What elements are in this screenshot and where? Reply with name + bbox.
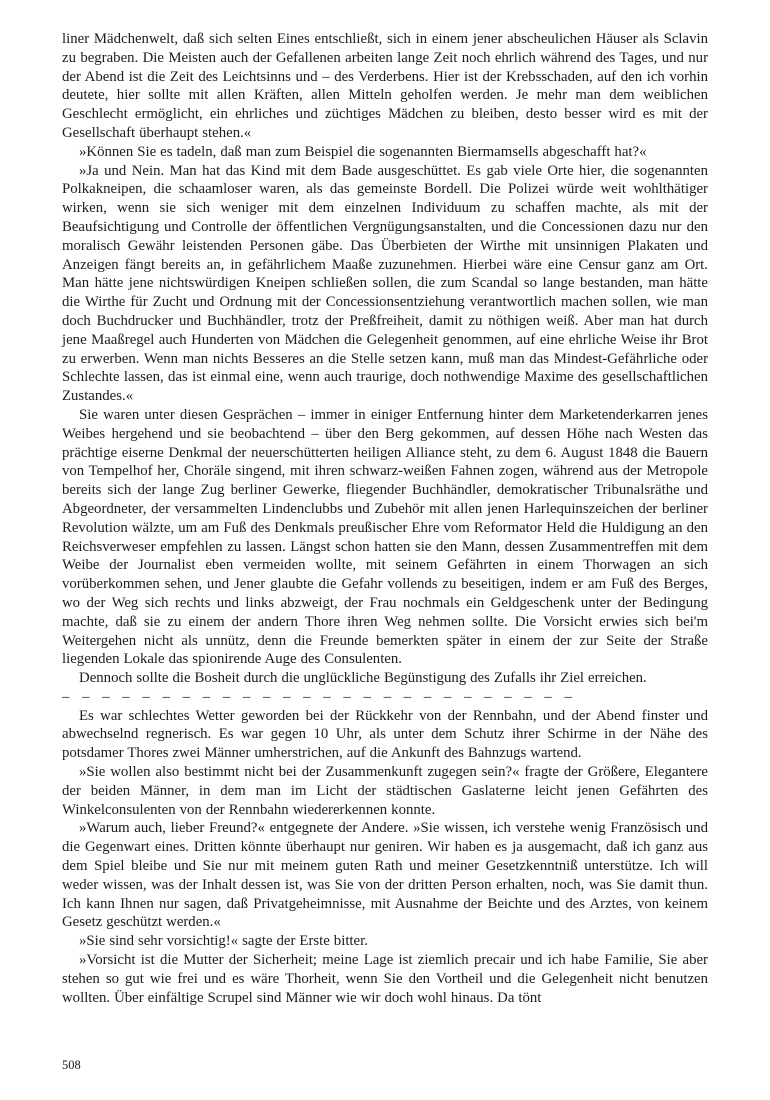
page-footer [62,1056,81,1074]
paragraph: Dennoch sollte die Bosheit durch die unglückliche Begünstigung des Zufalls ihr Ziel erreichen. [79,670,647,687]
paragraph: liner Mädchenwelt, daß sich selten Eines entschließt, sich in einem jener abscheulichen Häuser als Sclavin zu begraben. Die Meisten auch der Gefallenen arbeiten lange Zeit noch ehrlich während des Tages, und nur der Abend ist die Zeit des Leichtsinns und – des Verderbens. Hier ist der Krebsschaden, auf den ich vorhin deutete, hier sollte mit allen Kräften, allen Mitteln geholfen werden. Je mehr man dem weiblichen Geschlecht ermöglicht, ein ehrliches und züchtiges Mädchen zu bleiben, desto besser wird es mit der Gesellschaft überhaupt stehen.« [62,31,708,141]
paragraph: »Können Sie es tadeln, daß man zum Beispiel die sogenannten Biermamsells abgeschafft hat?« [79,143,647,160]
paragraph: »Sie wollen also bestimmt nicht bei der Zusammenkunft zugegen sein?« fragte der Größere, Elegantere der beiden Männer, in dem man im Licht der städtischen Gaslaterne leicht jenen Gefährten des Winkelconsulenten von der Rennbahn wiedererkennen konnte. [62,764,708,818]
paragraph: »Warum auch, lieber Freund?« entgegnete der Andere. »Sie wissen, ich verstehe wenig Französisch und die Gegenwart eines. Dritten könnte überhaupt nur geniren. Wir haben es ja ausgemacht, daß ich ganz aus dem Spiel bleibe und Sie nur mit meinem guten Rath und meiner Gesetzkenntniß unterstütze. Ich will weder wissen, was der Inhalt dessen ist, was Sie von der dritten Person erhalten, noch, was Sie damit thun. Ich kann Ihnen nur sagen, daß Privatgeheimnisse, mit Ausnahme der Beichte und des Arztes, von keinem Gesetz geschützt werden.« [62,820,708,931]
text-block [62,30,708,1007]
section-separator: – – – – – – – – – – – – – – – – – – – – – – – – – – [62,688,573,705]
paragraph: »Sie sind sehr vorsichtig!« sagte der Erste bitter. [79,933,368,950]
paragraph: Es war schlechtes Wetter geworden bei der Rückkehr von der Rennbahn, und der Abend finster und abwechselnd regnerisch. Es war gegen 10 Uhr, als unter dem Schutz ihrer Schirme in der Nähe des potsdamer Thores zwei Männer umherstrichen, auf die Ankunft des Bahnzugs wartend. [62,707,708,762]
paragraph: »Ja und Nein. Man hat das Kind mit dem Bade ausgeschüttet. Es gab viele Orte hier, die sogenannten Polkakneipen, die schaamloser waren, als das gemeinste Bordell. Die Polizei würde weit wohlthätiger wirken, wenn sie sich weniger mit dem einzelnen Individuum zu schaffen machte, als mit der Beaufsichtigung und Controlle der öffentlichen Vergnügungsanstalten, und die Concessionen dazu nur den moralisch Gewähr leistenden Personen gäbe. Das Überbieten der Wirthe mit unsinnigen Plakaten und Anzeigen fängt bereits an, in gefährlichem Maaße zuzunehmen. Hierbei wäre eine Censur ganz am Ort. Man hätte jene nichtswürdigen Kneipen schließen sollen, die zum Scandal so lange bestanden, man hätte die Wirthe für Zucht und Ordnung mit der Concessionsentziehung verantwortlich machen sollen, wie man doch Buchdrucker und Buchhändler, trotz der Preßfreiheit, damit zu nöthigen weiß. Aber man hat durch jene Maaßregel auch Hunderten von Mädchen die Gelegenheit genommen, auf eine ehrliche Weise ihr Brot zu erwerben. Wenn man nichts Besseres an die Stelle setzen kann, muß man das Mindest-Gefährliche oder Schlechte lassen, das ist einmal eine, wenn auch traurige, doch nothwendige Maxime des gesellschaftlichen Zustandes.« [62,162,708,405]
paragraph: »Vorsicht ist die Mutter der Sicherheit; meine Lage ist ziemlich precair und ich habe Familie, Sie aber stehen so gut wie frei und es wäre Thorheit, wenn Sie den Vortheil und die Gelegenheit nicht benutzen wollten. Über einfältige Scrupel sind Männer wie wir doch wohl hinaus. Da tönt [62,952,708,1006]
paragraph: Sie waren unter diesen Gesprächen – immer in einiger Entfernung hinter dem Marketenderkarren jenes Weibes hergehend und sie beobachtend – über den Berg gekommen, auf dessen Höhe nach Westen das prächtige eiserne Denkmal der neuerschütterten heiligen Alliance steht, zu dem 6. August 1848 die Bauern von Tempelhof her, Choräle singend, mit ihren schwarz-weißen Fahnen zogen, während aus der Metropole bereits sich der lange Zug berliner Gewerke, fliegender Buchhändler, demokratischer Tribunalsräthe und Abgeordneter, der versammelten Lindenclubbs und Zubehör mit allen jenen Harlequinszeichen der berliner Revolution wälzte, um am Fuß des Denkmals preußischer Ehre vom Reformator Held die Huldigung an den Reichsverweser empfehlen zu lassen. Längst schon hatten sie den Mann, dessen Zusammentreffen mit dem Weibe der Journalist eben vermeiden wollte, mit seinem Gefährten in einem Thorwagen an sich vorüberkommen sehen, und Jener glaubte die Gefahr vollends zu beseitigen, indem er am Fuß des Berges, wo der Weg sich rechts und links abzweigt, der Frau nochmals ein Geldgeschenk unter der Bedingung machte, daß sie zu einem der andern Thore ihren Weg nehmen sollte. Die Vorsicht erwies sich bei'm Weitergehen nicht als unnütz, denn die Freunde bemerkten später in einem der zur Seite der Straße liegenden Lokale das spionirende Auge des Consulenten. [62,406,708,668]
page-number: 508 [62,1058,81,1072]
